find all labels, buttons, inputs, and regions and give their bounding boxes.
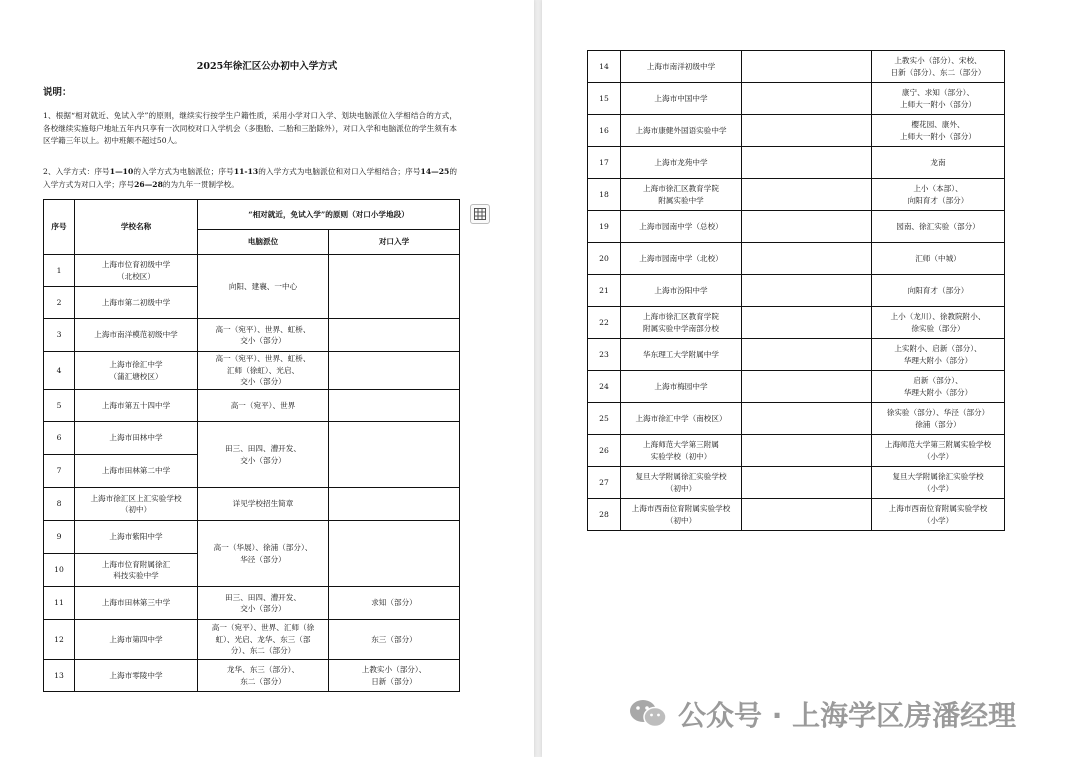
computer-allocation-text: 高一（宛平）、世界、虹桥、 — [215, 354, 311, 364]
row-seq — [588, 51, 621, 83]
row-seq-text: 6 — [56, 433, 62, 443]
school-name-text: 上海市第五十四中学 — [101, 400, 171, 410]
table-row — [588, 51, 1005, 83]
direct-admission — [872, 307, 1005, 339]
row-seq — [44, 390, 75, 422]
header-school — [75, 200, 198, 255]
direct-admission-text: 上师大一附小（部分） — [900, 131, 976, 141]
header-principle — [198, 200, 460, 230]
row-seq-text: 4 — [56, 365, 62, 375]
row-seq-text: 15 — [599, 93, 609, 103]
row-seq-text: 5 — [56, 400, 62, 410]
school-name-text: 上海市西南位育附属实验学校 — [631, 504, 731, 513]
table-row — [588, 179, 1005, 211]
row-seq — [44, 660, 75, 692]
computer-allocation — [742, 147, 872, 179]
computer-allocation — [198, 352, 329, 390]
computer-allocation — [742, 467, 872, 499]
table-row — [588, 243, 1005, 275]
school-name — [621, 51, 742, 83]
wechat-logo-icon — [628, 697, 668, 731]
row-seq — [588, 467, 621, 499]
school-name — [621, 339, 742, 371]
school-name — [75, 660, 198, 692]
school-name-text: 上海市徐汇区教育学院 — [643, 184, 719, 193]
table-row — [44, 660, 460, 692]
direct-admission-text: 徐浦（部分） — [915, 419, 961, 429]
row-seq — [588, 211, 621, 243]
table-row — [44, 587, 460, 620]
direct-admission-text: （小学） — [922, 483, 954, 493]
direct-admission — [329, 587, 460, 620]
computer-allocation — [742, 403, 872, 435]
direct-admission-text: 日新（部分）、东二（部分） — [890, 67, 986, 77]
table-row — [588, 275, 1005, 307]
direct-admission-text: 华理大附小（部分） — [903, 355, 973, 365]
school-name — [621, 435, 742, 467]
row-seq-text: 9 — [56, 532, 62, 542]
watermark — [628, 694, 1016, 734]
school-name-text: 科技实验中学 — [113, 571, 159, 580]
row-seq-text: 26 — [599, 445, 609, 455]
school-name-text: 上海市中国中学 — [654, 93, 708, 103]
row-seq — [588, 147, 621, 179]
computer-allocation — [198, 422, 329, 488]
row-seq — [588, 83, 621, 115]
watermark-text: 公众号 · 上海学区房潘经理 — [678, 699, 1017, 732]
row-seq-text: 21 — [599, 285, 609, 295]
row-seq — [44, 319, 75, 352]
computer-allocation — [198, 319, 329, 352]
row-seq — [588, 371, 621, 403]
school-name-text: 上海市田林第二中学 — [101, 466, 171, 476]
row-seq — [588, 339, 621, 371]
school-name-text: 上海市康健外国语实验中学 — [635, 125, 727, 135]
direct-admission — [872, 51, 1005, 83]
school-name — [75, 521, 198, 554]
direct-admission-text: （小学） — [922, 451, 954, 461]
row-seq — [588, 179, 621, 211]
computer-allocation-text: 华泾（部分） — [240, 554, 286, 564]
computer-allocation-text: 向阳、建襄、一中心 — [228, 281, 298, 291]
computer-allocation-text: 田三、田四、漕开发、 — [225, 592, 301, 602]
direct-admission-text: 上海师范大学第三附属实验学校 — [884, 440, 992, 449]
school-name-text: 复旦大学附属徐汇实验学校 — [635, 472, 727, 481]
computer-allocation — [198, 521, 329, 587]
computer-allocation-text: 交小（部分） — [240, 377, 286, 387]
direct-admission — [329, 422, 460, 488]
computer-allocation-text: 龙华、东三（部分）、 — [226, 665, 300, 674]
table-row — [588, 83, 1005, 115]
computer-allocation — [198, 390, 329, 422]
direct-admission-text: 华理大附小（部分） — [903, 387, 973, 397]
header-computer-text: 电脑派位 — [247, 237, 279, 247]
row-seq — [44, 422, 75, 455]
row-seq-text: 12 — [54, 634, 64, 644]
direct-admission-text: 求知（部分） — [371, 598, 417, 608]
direct-admission — [872, 339, 1005, 371]
direct-admission — [872, 147, 1005, 179]
row-seq — [588, 403, 621, 435]
computer-allocation — [198, 488, 329, 521]
direct-admission — [329, 390, 460, 422]
header-seq — [44, 200, 75, 255]
school-name — [75, 554, 198, 587]
table-row — [588, 115, 1005, 147]
direct-admission-text: 启新（部分）、 — [913, 376, 963, 385]
direct-admission-text: 上小（本部）、 — [913, 184, 963, 193]
school-name-text: 上海市紫阳中学 — [109, 532, 163, 542]
computer-allocation-text: 虹）、光启、龙华、东三（部 — [215, 634, 311, 644]
direct-admission — [329, 521, 460, 587]
table-row — [44, 488, 460, 521]
row-seq — [588, 115, 621, 147]
school-name — [75, 390, 198, 422]
direct-admission — [872, 275, 1005, 307]
table-row — [44, 521, 460, 554]
school-name — [621, 467, 742, 499]
computer-allocation-text: 田三、田四、漕开发、 — [225, 444, 301, 453]
row-seq-text: 27 — [599, 477, 609, 487]
school-name-text: 实验学校（初中） — [650, 451, 712, 461]
school-name — [75, 255, 198, 287]
school-name-text: （初中） — [665, 515, 697, 525]
computer-allocation — [742, 51, 872, 83]
direct-admission — [872, 211, 1005, 243]
header-direct — [329, 230, 460, 255]
computer-allocation-text: 汇师（徐虹）、光启、 — [226, 365, 300, 375]
direct-admission — [872, 115, 1005, 147]
school-name-text: （初中） — [120, 505, 152, 514]
direct-admission-text: 向阳育才（部分） — [907, 285, 969, 295]
header-principle-text: “相对就近，免试入学”的原则（对口小学地段） — [248, 209, 409, 219]
school-name — [621, 243, 742, 275]
row-seq-text: 23 — [599, 349, 609, 359]
direct-admission — [872, 499, 1005, 531]
school-name-text: 上海市徐汇中学 — [109, 360, 163, 369]
school-name — [621, 275, 742, 307]
computer-allocation — [742, 371, 872, 403]
header-direct-text: 对口入学 — [378, 237, 410, 247]
direct-admission — [329, 620, 460, 660]
row-seq — [588, 275, 621, 307]
school-name-text: 上海市田林中学 — [109, 433, 163, 443]
table-row — [44, 319, 460, 352]
computer-allocation-text: 高一（宛平）、世界 — [230, 400, 296, 410]
school-name — [75, 287, 198, 319]
row-seq-text: 14 — [599, 61, 609, 71]
school-name-text: 上海市梅园中学 — [654, 381, 708, 391]
table-select-icon[interactable] — [470, 204, 490, 224]
school-name-text: （初中） — [665, 483, 697, 493]
direct-admission-text: 日新（部分） — [371, 676, 417, 686]
school-name — [75, 319, 198, 352]
school-name-text: 上海市零陵中学 — [109, 670, 163, 680]
computer-allocation-text: 高一（宛平）、世界、虹桥、 — [215, 324, 311, 334]
school-name-text: 上海市南洋模范初级中学 — [94, 330, 178, 340]
direct-admission-text: 汇师（中城） — [915, 253, 961, 263]
school-name-text: 上海市位育初级中学 — [101, 260, 171, 269]
direct-admission-text: 徐实验（部分）、华泾（部分） — [886, 408, 990, 417]
row-seq-text: 2 — [56, 297, 62, 307]
note-heading: 说明： — [43, 87, 72, 98]
computer-allocation — [742, 435, 872, 467]
computer-allocation — [742, 179, 872, 211]
row-seq — [588, 499, 621, 531]
row-seq — [588, 243, 621, 275]
computer-allocation — [742, 115, 872, 147]
row-seq-text: 1 — [56, 265, 62, 275]
school-name-text: 上海市汾阳中学 — [654, 285, 708, 295]
row-seq-text: 7 — [56, 466, 62, 476]
row-seq-text: 13 — [54, 670, 64, 680]
direct-admission — [329, 352, 460, 390]
computer-allocation — [742, 307, 872, 339]
row-seq-text: 20 — [599, 253, 609, 263]
school-name-text: 上海市龙苑中学 — [654, 157, 708, 167]
direct-admission — [872, 243, 1005, 275]
school-name-text: 上海市徐汇区上汇实验学校 — [90, 493, 182, 503]
direct-admission — [872, 179, 1005, 211]
table-row — [44, 422, 460, 455]
school-name — [75, 352, 198, 390]
computer-allocation — [198, 660, 329, 692]
document-title: 2025年徐汇区公办初中入学方式 — [196, 61, 338, 72]
table-row — [44, 390, 460, 422]
school-name — [621, 83, 742, 115]
table-row — [588, 435, 1005, 467]
table-row — [588, 211, 1005, 243]
direct-admission-text: 龙南 — [930, 157, 946, 167]
computer-allocation — [742, 83, 872, 115]
school-name — [621, 147, 742, 179]
school-name-text: 上海市徐汇区教育学院 — [643, 312, 719, 321]
direct-admission — [872, 467, 1005, 499]
school-name-text: 上海师范大学第三附属 — [643, 440, 719, 449]
direct-admission — [329, 660, 460, 692]
computer-allocation — [742, 499, 872, 531]
school-name-text: 附属实验中学南部分校 — [643, 323, 719, 333]
direct-admission-text: 上教实小（部分）、 — [361, 665, 427, 674]
computer-allocation — [742, 243, 872, 275]
school-name — [75, 488, 198, 521]
table-row — [44, 352, 460, 390]
direct-admission — [872, 403, 1005, 435]
direct-admission — [872, 371, 1005, 403]
school-name — [621, 307, 742, 339]
row-seq — [44, 255, 75, 287]
direct-admission — [872, 435, 1005, 467]
direct-admission-text: 上师大一附小（部分） — [900, 99, 976, 109]
computer-allocation — [742, 275, 872, 307]
row-seq-text: 3 — [56, 330, 62, 340]
school-name-text: 上海市徐汇中学（南校区） — [635, 413, 727, 423]
school-name — [75, 587, 198, 620]
computer-allocation-text: 交小（部分） — [240, 604, 286, 613]
document-page-left — [0, 0, 534, 757]
computer-allocation-text: 高一（华展）、徐浦（部分）、 — [213, 543, 313, 552]
row-seq-text: 19 — [599, 221, 609, 231]
row-seq — [44, 554, 75, 587]
computer-allocation-text: 交小（部分） — [240, 336, 286, 345]
table-row — [588, 339, 1005, 371]
note-paragraph-2: 2、入学方式：序号1—10的入学方式为电脑派位；序号11-13的入学方式为电脑派位和对口入学相结合；序号14—25的入学方式为对口入学；序号26—28的为九年一贯制学校。 — [43, 167, 458, 189]
direct-admission — [872, 83, 1005, 115]
row-seq-text: 17 — [599, 157, 609, 167]
school-name-text: 上海市第四中学 — [109, 634, 163, 644]
header-computer — [198, 230, 329, 255]
row-seq — [588, 435, 621, 467]
row-seq — [44, 620, 75, 660]
school-name — [75, 455, 198, 488]
school-name-text: 附属实验中学 — [658, 195, 704, 205]
row-seq-text: 8 — [56, 499, 62, 509]
admission-table-left — [43, 199, 460, 692]
direct-admission — [329, 488, 460, 521]
row-seq-text: 11 — [54, 598, 64, 608]
school-name — [621, 179, 742, 211]
table-row — [588, 147, 1005, 179]
direct-admission-text: 上教实小（部分）、宋校、 — [894, 56, 982, 65]
computer-allocation — [198, 620, 329, 660]
header-school-text: 学校名称 — [120, 222, 152, 232]
school-name-text: 上海市南洋初级中学 — [646, 61, 716, 71]
direct-admission-text: 樱花园、康外、 — [911, 120, 965, 129]
direct-admission-text: 上海市西南位育附属实验学校 — [888, 504, 988, 513]
row-seq — [44, 587, 75, 620]
table-row — [588, 467, 1005, 499]
direct-admission-text: 向阳育才（部分） — [907, 195, 969, 205]
school-name-text: 华东理工大学附属中学 — [643, 349, 719, 359]
row-seq — [44, 521, 75, 554]
direct-admission-text: 上实附小、启新（部分）、 — [894, 344, 982, 353]
school-name-text: （蒲汇塘校区） — [109, 371, 163, 381]
direct-admission-text: 复旦大学附属徐汇实验学校 — [892, 472, 984, 481]
computer-allocation-text: 分）、东二（部分） — [230, 646, 296, 656]
row-seq-text: 25 — [599, 413, 609, 423]
row-seq-text: 24 — [599, 381, 609, 391]
note-paragraph-1: 1、根据“相对就近、免试入学”的原则，继续实行按学生户籍性质，采用小学对口入学、划块电脑派位入学相结合的方式，各校继续实施每户地址五年内只享有一次同校对口入学机会（多胞胎、二胎和三胎除外），对口入学和电脑派位的学生须有本区学籍三年以上。初中班额不超过50人。 — [43, 111, 457, 145]
direct-admission — [329, 255, 460, 319]
table-row — [44, 255, 460, 287]
row-seq-text: 10 — [54, 565, 64, 575]
school-name — [75, 422, 198, 455]
computer-allocation-text: 交小（部分） — [240, 455, 286, 465]
header-seq-text: 序号 — [51, 222, 67, 232]
computer-allocation-text: 高一（宛平）、世界、汇师（徐 — [211, 623, 315, 633]
school-name — [621, 211, 742, 243]
row-seq-text: 18 — [599, 189, 609, 199]
computer-allocation — [742, 211, 872, 243]
table-row — [588, 307, 1005, 339]
computer-allocation-text: 详见学校招生简章 — [232, 499, 294, 509]
computer-allocation — [198, 587, 329, 620]
row-seq — [44, 287, 75, 319]
direct-admission-text: 徐实验（部分） — [911, 323, 965, 333]
row-seq — [44, 488, 75, 521]
school-name-text: 上海市位育附属徐汇 — [101, 559, 171, 569]
row-seq-text: 28 — [599, 509, 609, 519]
direct-admission-text: 上小（龙川）、徐教院附小、 — [890, 312, 986, 321]
school-name — [75, 620, 198, 660]
computer-allocation-text: 东二（部分） — [240, 676, 286, 686]
row-seq — [44, 352, 75, 390]
direct-admission-text: （小学） — [922, 515, 954, 525]
direct-admission-text: 园南、徐汇实验（部分） — [896, 221, 980, 231]
school-name — [621, 115, 742, 147]
school-name-text: 上海市园南中学（总校） — [639, 221, 723, 231]
school-name-text: 上海市第二初级中学 — [101, 297, 171, 307]
school-name — [621, 403, 742, 435]
row-seq — [588, 307, 621, 339]
row-seq-text: 22 — [599, 317, 609, 327]
table-row — [588, 499, 1005, 531]
school-name — [621, 371, 742, 403]
school-name — [621, 499, 742, 531]
row-seq — [44, 455, 75, 488]
direct-admission-text: 康宁、求知（部分）、 — [901, 88, 975, 97]
direct-admission — [329, 319, 460, 352]
table-row — [588, 371, 1005, 403]
table-row — [44, 620, 460, 660]
school-name-text: 上海市园南中学（北校） — [639, 253, 723, 263]
table-header-row — [44, 200, 460, 230]
school-name-text: 上海市田林第三中学 — [101, 598, 171, 608]
direct-admission-text: 东三（部分） — [371, 634, 417, 644]
table-row — [588, 403, 1005, 435]
computer-allocation — [198, 255, 329, 319]
row-seq-text: 16 — [599, 125, 609, 135]
school-name-text: （北校区） — [117, 271, 155, 281]
admission-table-right — [587, 50, 1005, 531]
computer-allocation — [742, 339, 872, 371]
